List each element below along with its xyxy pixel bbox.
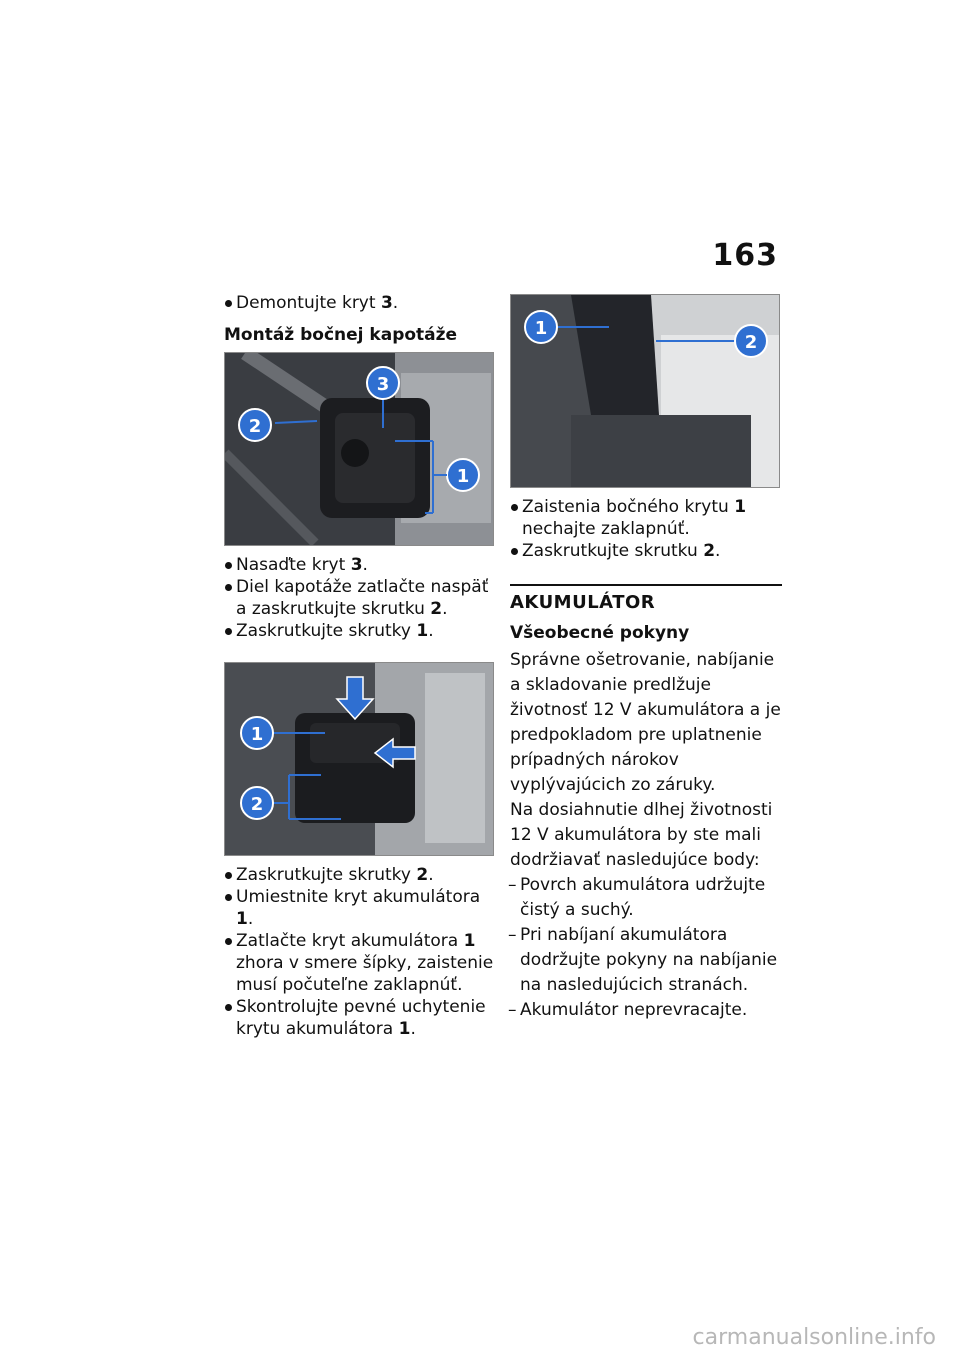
callout-2-label: 2 (248, 416, 262, 437)
list-item: Nasaďte kryt 3. (224, 554, 496, 576)
right-column (510, 294, 782, 1023)
list-item: Zaistenia bočného krytu 1 nechajte zaklapnúť. (510, 496, 782, 540)
list-item: Zatlačte kryt akumulátora 1 zhora v smere šípky, zaistenie musí počuteľne zaklapnúť. (224, 930, 496, 996)
callout-3-label: 3 (376, 374, 390, 395)
list-item: Umiestnite kryt akumulátora 1. (224, 886, 496, 930)
dash-list (510, 873, 782, 1023)
callout-2-label: 2 (744, 332, 758, 353)
photo-side-cover-latch (510, 294, 780, 488)
list-item: Zaskrutkujte skrutky 2. (224, 864, 496, 886)
watermark: carmanualsonline.info (692, 1325, 936, 1350)
page-number: 163 (712, 238, 778, 273)
bullets-battery-cover (224, 864, 496, 1040)
bullets-mounting (224, 554, 496, 642)
bullets-side-cover (510, 496, 782, 562)
section-heading: Montáž bočnej kapotáže (224, 325, 458, 345)
list-item: Zaskrutkujte skrutku 2. (510, 540, 782, 562)
callout-1-label: 1 (534, 318, 548, 339)
list-item: Skontrolujte pevné uchytenie krytu akumulátora 1. (224, 996, 496, 1040)
callout-1-label: 1 (456, 466, 470, 487)
callout-2-label: 2 (250, 794, 264, 815)
list-item: – Povrch akumulátora udržujte čistý a suchý. (510, 873, 782, 923)
section-title: AKUMULÁTOR (510, 584, 782, 614)
list-item: Diel kapotáže zatlačte naspäť a zaskrutkujte skrutku 2. (224, 576, 496, 620)
subheading: Všeobecné pokyny (510, 623, 690, 643)
paragraph: Na dosiahnutie dlhej životnosti 12 V akumulátora by ste mali dodržiavať nasledujúce body: (510, 800, 773, 870)
list-item: Demontujte kryt 3. (224, 292, 496, 314)
list-item: – Akumulátor neprevracajte. (510, 998, 782, 1023)
paragraph: Správne ošetrovanie, nabíjanie a skladovanie predlžuje životnosť 12 V akumulátora a je predpokladom pre uplatnenie prípadných nárokov vyplývajúcich zo záruky. (510, 650, 781, 795)
list-item: – Pri nabíjaní akumulátora dodržujte pokyny na nabíjanie na nasledujúcich stranách. (510, 923, 782, 998)
photo-battery-cover (224, 662, 494, 856)
list-item: Zaskrutkujte skrutky 1. (224, 620, 496, 642)
callout-1-label: 1 (250, 724, 264, 745)
photo-side-panel-mounting (224, 352, 494, 546)
left-column (224, 292, 496, 1040)
